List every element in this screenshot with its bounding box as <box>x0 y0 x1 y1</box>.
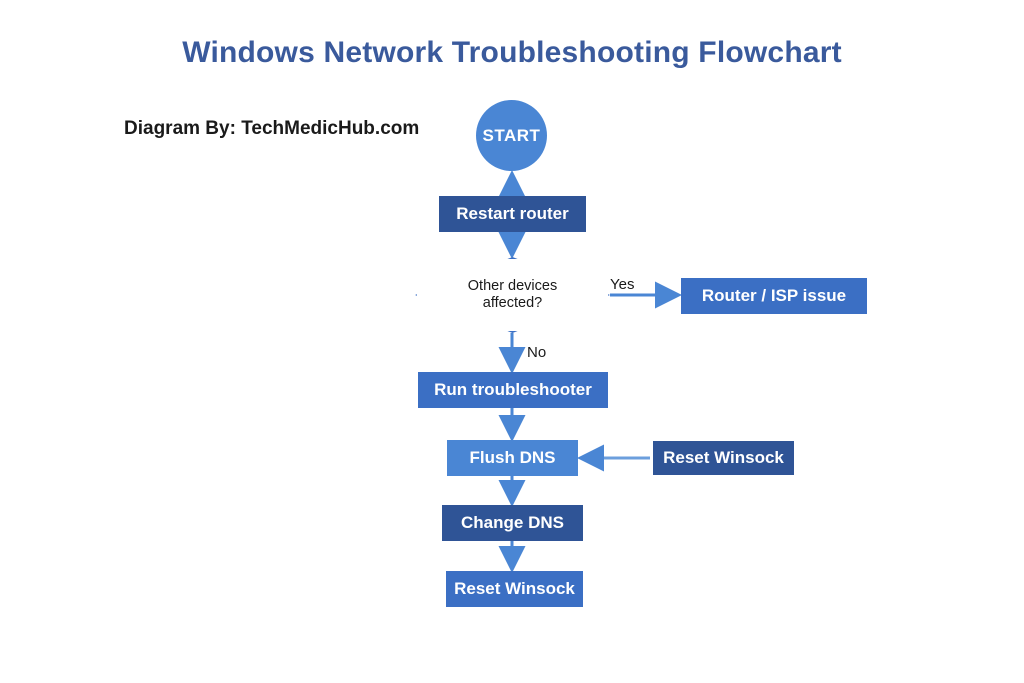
node-change-dns[interactable]: Change DNS <box>442 505 583 541</box>
node-router-isp-issue[interactable]: Router / ISP issue <box>681 278 867 314</box>
page-title: Windows Network Troubleshooting Flowchart <box>182 36 842 69</box>
node-reset-winsock-right[interactable]: Reset Winsock <box>653 441 794 475</box>
diagram-credit: Diagram By: TechMedicHub.com <box>124 118 420 139</box>
node-flush-dns[interactable]: Flush DNS <box>447 440 578 476</box>
node-other-devices-affected[interactable] <box>415 257 610 333</box>
edge-label-yes: Yes <box>610 276 635 293</box>
edge-label-no: No <box>527 344 547 361</box>
node-restart-router[interactable]: Restart router <box>439 196 586 232</box>
node-run-troubleshooter[interactable]: Run troubleshooter <box>418 372 608 408</box>
decision-label-line1: Other devices <box>467 277 558 294</box>
decision-label <box>415 257 610 333</box>
node-reset-winsock-bottom[interactable]: Reset Winsock <box>446 571 583 607</box>
decision-label-line2: affected? <box>482 295 543 311</box>
node-start[interactable]: START <box>476 100 547 171</box>
